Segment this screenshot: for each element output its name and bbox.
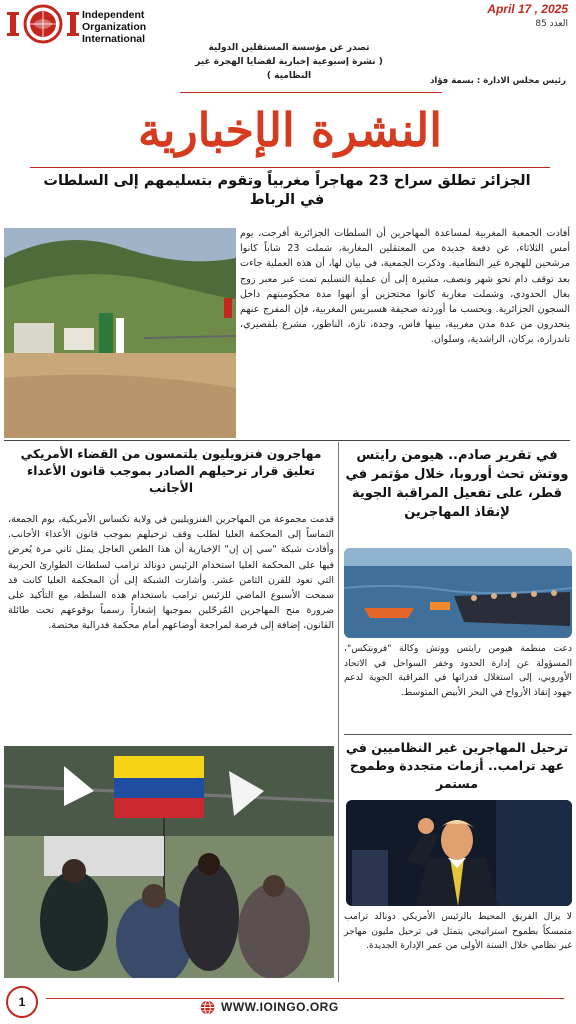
venezuela-body: قدمت مجموعة من المهاجرين الفنزويليين في ولاية تكساس الأمريكية، يوم الجمعة، التماساً إلى المحكمة العليا لطلب وقف ترحيلهم بموجب قانون الأعداء الأجانب. وأفادت شبكة "سي إن إن" الإخبارية أن هذا الطعن العاجل يمثل ثاني مرة يُعرض فيها على المحكمة العليا استخدام الرئيس دونالد ترامب لسلطات الطوارئ الحربية التي تعود للقرن الثامن عشر. وأشارت الشبكة إلى أن المحكمة العليا كانت قد سمحت الأسبوع الماضي للرئيس ترامب باستخدام هذه السلطة، مع التأكيد على ضرورة منح المهاجرين المُرحّلين بموجبها إشعاراً رسمياً بوقوعهم تحت طائلة القانون، إضافة إلى فرصة لمراجعة أوضاعهم أمام محكمة فدرالية مختصة.	[8, 514, 334, 632]
newsletter-title: النشرة الإخبارية	[137, 103, 443, 157]
org-name-line: Independent	[82, 9, 145, 21]
issuer-block	[184, 41, 394, 83]
issue-number: العدد 85	[535, 19, 568, 29]
page-number: 1	[6, 986, 38, 1018]
issue-date: April 17 , 2025	[487, 2, 568, 16]
article-divider	[344, 734, 572, 735]
venezuela-headline: مهاجرون فنزويليون يلتمسون من القضاء الأمريكي تعليق قرار ترحيلهم الصادر بموجب قانون الأعداء الأجانب	[20, 447, 322, 495]
issuer-subtitle: ( نشرة إسبوعية إخبارية لقضايا الهجرة غير النظامية )	[195, 57, 383, 81]
trump-photo	[346, 800, 572, 906]
masthead-top-rule	[180, 92, 442, 93]
website-link[interactable]	[200, 999, 339, 1015]
section-divider	[4, 440, 570, 441]
org-name-line: International	[82, 33, 146, 45]
deportation-headline: ترحيل المهاجرين غير النظاميين في عهد ترامب.. أزمات متجددة وطموح مستمر	[345, 740, 569, 791]
lead-headline: الجزائر تطلق سراح 23 مهاجراً مغربياً وتقوم بتسليمهم إلى السلطات في الرباط	[43, 173, 531, 208]
issuer-line: تصدر عن مؤسسة المستقلين الدولية	[208, 43, 370, 53]
lead-body: أفادت الجمعية المغربية لمساعدة المهاجرين أن السلطات الجزائرية أفرجت، يوم أمس الثلاثاء، عن دفعة جديدة من المعتقلين المغاربة، شملت 23 شاباً كانوا مرشحين للهجرة غير النظامية. وذكرت الجمعية، في بيان لها، أن هذه العملية جاءت بعد توقف دام نحو شهر ونصف، مشيرة إلى أن عملية التسليم تمت عبر معبر زوج بغال الحدودي، وشملت مغاربة كانوا محتجزين أو أنهوا مدة محكوميتهم داخل السجون الجزائرية. وبحسب ما أوردته صحيفة هسبريس المغربية، فإن المفرج عنهم ينحدرون من عدة مدن مغربية، بينها فاس، وجدة، تازة، الناظور، مشرع بلقصيري، تاندرارة، بركان، الراشدية، وسلوان.	[240, 228, 571, 346]
venezuela-photo	[4, 746, 334, 978]
board-chair: رئيس مجلس الادارة : بسمة فؤاد	[430, 76, 566, 86]
deportation-body: لا يزال الفريق المحيط بالرئيس الأمريكي دونالد ترامب متمسكاً بطموح استراتيجي يتمثل في ترحيل مليون مهاجر غير نظامي خلال السنة الأولى من عمر الإدارة الجديدة.	[344, 911, 572, 952]
lead-photo	[4, 228, 236, 438]
org-name-line: Organization	[82, 21, 147, 33]
column-divider	[338, 442, 339, 982]
globe-icon	[200, 1000, 215, 1015]
hrw-headline: في تقرير صادم.. هيومن رايتس ووتش تحث أوروبا، خلال مؤتمر في قطر، على تفعيل المراقبة الجوية لإنقاذ المهاجرين	[345, 448, 569, 520]
migrant-boat-photo	[344, 548, 572, 638]
org-name	[82, 9, 146, 45]
ioi-logo	[6, 4, 80, 44]
masthead	[30, 92, 550, 168]
hrw-body: دعت منظمة هيومن رايتس ووتش وكالة "فرونتكس"، المسؤولة عن إدارة الحدود وخفر السواحل في الاتحاد الأوروبي، إلى استغلال قدراتها في المراقبة الجوية لدعم جهود إنقاذ الأرواح في البحر الأبيض المتوسط.	[344, 643, 572, 698]
website-url[interactable]: WWW.IOINGO.ORG	[221, 1000, 339, 1014]
